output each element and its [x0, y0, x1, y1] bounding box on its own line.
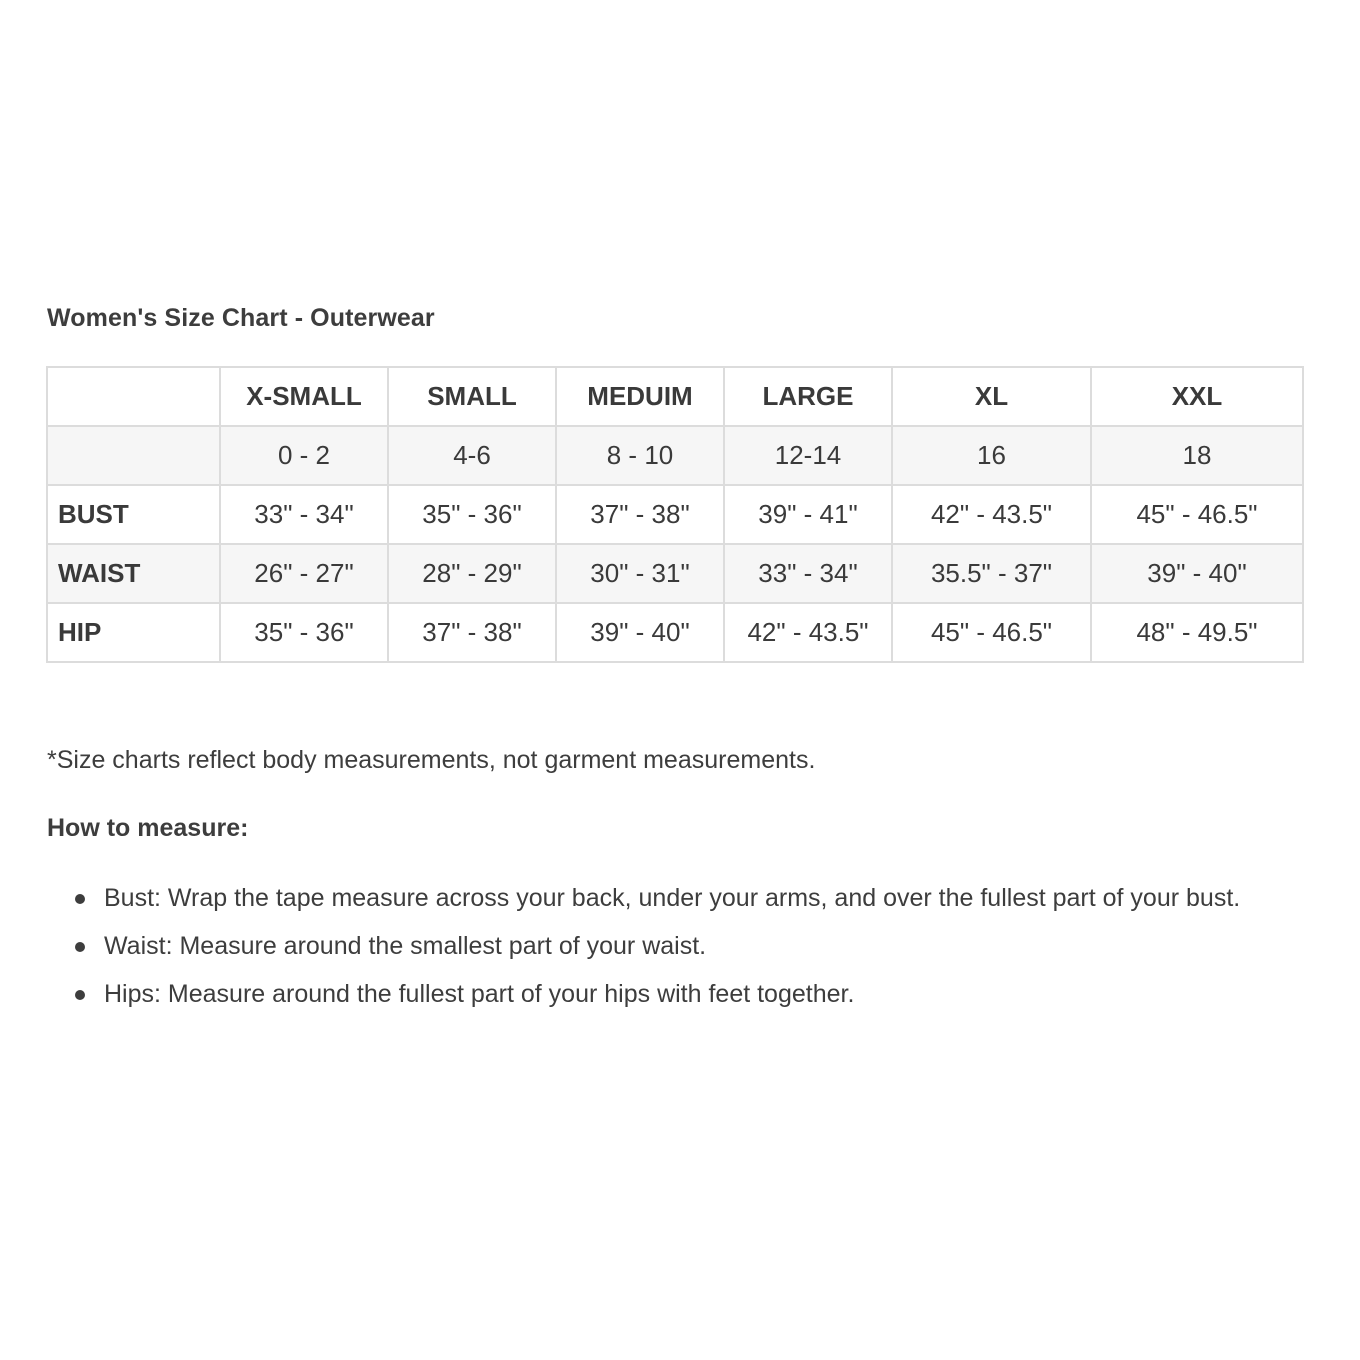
- size-label: MEDUIM: [556, 367, 724, 426]
- row-label: BUST: [47, 485, 220, 544]
- measurement-cell: 42" - 43.5": [724, 603, 892, 662]
- size-label: LARGE: [724, 367, 892, 426]
- measurement-cell: 37" - 38": [556, 485, 724, 544]
- instruction-text: Bust: Wrap the tape measure across your back, under your arms, and over the fullest part of your bust.: [104, 884, 1241, 912]
- size-chart-note: *Size charts reflect body measurements, not garment measurements.: [47, 746, 816, 774]
- size-label: X-SMALL: [220, 367, 388, 426]
- measurement-cell: 26" - 27": [220, 544, 388, 603]
- measurement-cell: 39" - 41": [724, 485, 892, 544]
- measurement-cell: 45" - 46.5": [1091, 485, 1303, 544]
- numeric-size-row: [47, 426, 1303, 485]
- measurement-cell: 35.5" - 37": [892, 544, 1091, 603]
- list-item: [72, 926, 1240, 974]
- table-corner-cell: [47, 367, 220, 426]
- measurement-cell: 33" - 34": [220, 485, 388, 544]
- numeric-size: 12-14: [724, 426, 892, 485]
- measurement-cell: 39" - 40": [556, 603, 724, 662]
- measurement-cell: 39" - 40": [1091, 544, 1303, 603]
- numeric-size: 0 - 2: [220, 426, 388, 485]
- size-label: XL: [892, 367, 1091, 426]
- measurement-cell: 35" - 36": [220, 603, 388, 662]
- numeric-size: 4-6: [388, 426, 556, 485]
- size-label: XXL: [1091, 367, 1303, 426]
- measurement-cell: 42" - 43.5": [892, 485, 1091, 544]
- row-label: HIP: [47, 603, 220, 662]
- bullet-icon: [75, 894, 85, 904]
- measurement-cell: 30" - 31": [556, 544, 724, 603]
- list-item: [72, 878, 1240, 926]
- table-row-hip: [47, 603, 1303, 662]
- how-to-measure-heading: How to measure:: [47, 814, 249, 842]
- numeric-size: 8 - 10: [556, 426, 724, 485]
- table-row-bust: [47, 485, 1303, 544]
- measurement-cell: 35" - 36": [388, 485, 556, 544]
- row-label: WAIST: [47, 544, 220, 603]
- measurement-cell: 45" - 46.5": [892, 603, 1091, 662]
- measurement-cell: 48" - 49.5": [1091, 603, 1303, 662]
- table-empty-cell: [47, 426, 220, 485]
- size-header-row: [47, 367, 1303, 426]
- instruction-text: Waist: Measure around the smallest part of your waist.: [104, 932, 707, 960]
- bullet-icon: [75, 990, 85, 1000]
- table-row-waist: [47, 544, 1303, 603]
- numeric-size: 16: [892, 426, 1091, 485]
- instruction-text: Hips: Measure around the fullest part of your hips with feet together.: [104, 980, 855, 1008]
- list-item: [72, 974, 1240, 1022]
- measurement-cell: 37" - 38": [388, 603, 556, 662]
- size-chart-table: [46, 366, 1304, 663]
- bullet-icon: [75, 942, 85, 952]
- measure-instructions-list: [72, 878, 1240, 1022]
- page-title: Women's Size Chart - Outerwear: [47, 304, 435, 332]
- numeric-size: 18: [1091, 426, 1303, 485]
- size-label: SMALL: [388, 367, 556, 426]
- measurement-cell: 33" - 34": [724, 544, 892, 603]
- measurement-cell: 28" - 29": [388, 544, 556, 603]
